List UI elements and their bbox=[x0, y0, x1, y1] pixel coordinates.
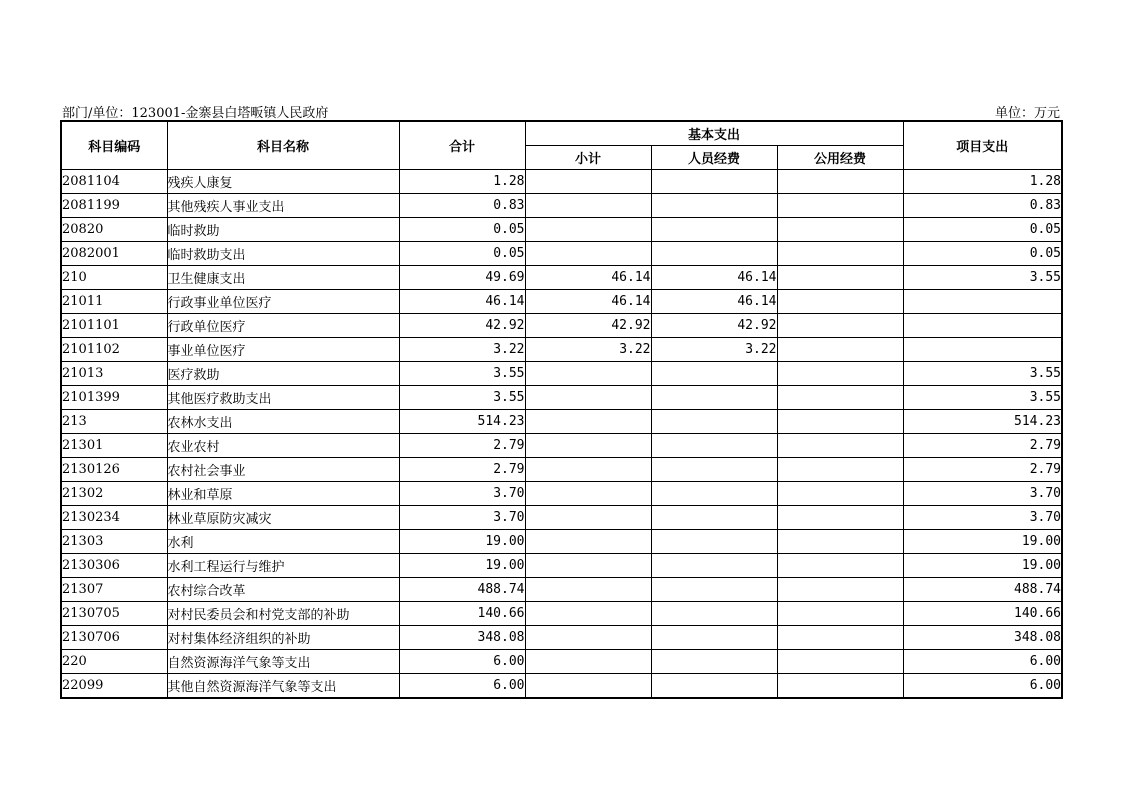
row-subtotal bbox=[525, 530, 651, 554]
row-code: 2101102 bbox=[61, 338, 167, 362]
row-public bbox=[777, 506, 903, 530]
row-public bbox=[777, 362, 903, 386]
row-name: 临时救助 bbox=[167, 218, 399, 242]
row-personnel bbox=[651, 242, 777, 266]
row-subtotal bbox=[525, 242, 651, 266]
row-code: 2130234 bbox=[61, 506, 167, 530]
row-code: 210 bbox=[61, 266, 167, 290]
row-name: 自然资源海洋气象等支出 bbox=[167, 650, 399, 674]
row-project: 3.70 bbox=[903, 506, 1062, 530]
table-header bbox=[61, 121, 1062, 170]
row-total: 6.00 bbox=[399, 674, 525, 699]
row-personnel bbox=[651, 410, 777, 434]
row-code: 21013 bbox=[61, 362, 167, 386]
row-total: 19.00 bbox=[399, 554, 525, 578]
row-public bbox=[777, 530, 903, 554]
row-name: 其他残疾人事业支出 bbox=[167, 194, 399, 218]
row-total: 140.66 bbox=[399, 602, 525, 626]
row-subtotal bbox=[525, 650, 651, 674]
row-code: 213 bbox=[61, 410, 167, 434]
row-name: 医疗救助 bbox=[167, 362, 399, 386]
row-project: 0.05 bbox=[903, 242, 1062, 266]
table-row bbox=[61, 266, 1062, 290]
row-public bbox=[777, 242, 903, 266]
row-subtotal bbox=[525, 626, 651, 650]
table-row bbox=[61, 578, 1062, 602]
row-subtotal bbox=[525, 218, 651, 242]
row-code: 21301 bbox=[61, 434, 167, 458]
row-name: 林业草原防灾减灾 bbox=[167, 506, 399, 530]
col-public-header: 公用经费 bbox=[777, 146, 903, 170]
row-personnel bbox=[651, 362, 777, 386]
table-row bbox=[61, 290, 1062, 314]
row-public bbox=[777, 674, 903, 699]
row-personnel bbox=[651, 194, 777, 218]
row-personnel bbox=[651, 482, 777, 506]
col-basic-header: 基本支出 bbox=[525, 121, 903, 146]
table-row bbox=[61, 314, 1062, 338]
row-total: 19.00 bbox=[399, 530, 525, 554]
row-project: 3.55 bbox=[903, 266, 1062, 290]
row-public bbox=[777, 194, 903, 218]
table-row bbox=[61, 338, 1062, 362]
row-project: 1.28 bbox=[903, 170, 1062, 194]
row-code: 2101399 bbox=[61, 386, 167, 410]
row-project: 3.55 bbox=[903, 362, 1062, 386]
row-name: 水利 bbox=[167, 530, 399, 554]
row-personnel bbox=[651, 626, 777, 650]
row-total: 6.00 bbox=[399, 650, 525, 674]
row-name: 林业和草原 bbox=[167, 482, 399, 506]
row-total: 0.05 bbox=[399, 218, 525, 242]
row-project: 0.05 bbox=[903, 218, 1062, 242]
row-public bbox=[777, 386, 903, 410]
row-personnel bbox=[651, 602, 777, 626]
row-subtotal bbox=[525, 674, 651, 699]
row-total: 3.70 bbox=[399, 482, 525, 506]
row-personnel bbox=[651, 458, 777, 482]
table-row bbox=[61, 434, 1062, 458]
row-total: 1.28 bbox=[399, 170, 525, 194]
row-total: 49.69 bbox=[399, 266, 525, 290]
row-name: 农村综合改革 bbox=[167, 578, 399, 602]
row-code: 2101101 bbox=[61, 314, 167, 338]
row-project bbox=[903, 314, 1062, 338]
row-code: 2130306 bbox=[61, 554, 167, 578]
row-subtotal: 46.14 bbox=[525, 290, 651, 314]
row-personnel: 46.14 bbox=[651, 290, 777, 314]
row-public bbox=[777, 626, 903, 650]
row-public bbox=[777, 218, 903, 242]
row-name: 行政事业单位医疗 bbox=[167, 290, 399, 314]
row-total: 3.22 bbox=[399, 338, 525, 362]
department-label: 部门/单位：123001-金寨县白塔畈镇人民政府 bbox=[62, 106, 329, 121]
row-subtotal: 42.92 bbox=[525, 314, 651, 338]
row-subtotal bbox=[525, 410, 651, 434]
row-name: 其他自然资源海洋气象等支出 bbox=[167, 674, 399, 699]
row-code: 2082001 bbox=[61, 242, 167, 266]
row-total: 0.05 bbox=[399, 242, 525, 266]
row-subtotal bbox=[525, 194, 651, 218]
table-row bbox=[61, 530, 1062, 554]
row-subtotal: 46.14 bbox=[525, 266, 651, 290]
row-public bbox=[777, 602, 903, 626]
row-subtotal bbox=[525, 386, 651, 410]
table-row bbox=[61, 362, 1062, 386]
row-subtotal bbox=[525, 170, 651, 194]
row-code: 2081199 bbox=[61, 194, 167, 218]
row-subtotal bbox=[525, 554, 651, 578]
row-subtotal bbox=[525, 506, 651, 530]
row-name: 行政单位医疗 bbox=[167, 314, 399, 338]
row-name: 农村社会事业 bbox=[167, 458, 399, 482]
table-row bbox=[61, 386, 1062, 410]
row-subtotal: 3.22 bbox=[525, 338, 651, 362]
row-total: 3.55 bbox=[399, 362, 525, 386]
row-code: 21011 bbox=[61, 290, 167, 314]
table-row bbox=[61, 170, 1062, 194]
row-project: 6.00 bbox=[903, 650, 1062, 674]
row-total: 2.79 bbox=[399, 434, 525, 458]
table-row bbox=[61, 218, 1062, 242]
row-name: 对村民委员会和村党支部的补助 bbox=[167, 602, 399, 626]
row-personnel bbox=[651, 554, 777, 578]
row-personnel bbox=[651, 170, 777, 194]
row-total: 46.14 bbox=[399, 290, 525, 314]
row-name: 卫生健康支出 bbox=[167, 266, 399, 290]
col-total-header: 合计 bbox=[399, 121, 525, 170]
row-project: 3.55 bbox=[903, 386, 1062, 410]
table-row bbox=[61, 650, 1062, 674]
row-total: 42.92 bbox=[399, 314, 525, 338]
row-code: 2130126 bbox=[61, 458, 167, 482]
table-row bbox=[61, 482, 1062, 506]
col-name-header: 科目名称 bbox=[167, 121, 399, 170]
row-total: 488.74 bbox=[399, 578, 525, 602]
row-code: 220 bbox=[61, 650, 167, 674]
row-public bbox=[777, 170, 903, 194]
row-total: 2.79 bbox=[399, 458, 525, 482]
row-name: 对村集体经济组织的补助 bbox=[167, 626, 399, 650]
row-code: 21302 bbox=[61, 482, 167, 506]
row-public bbox=[777, 410, 903, 434]
row-personnel: 42.92 bbox=[651, 314, 777, 338]
row-personnel bbox=[651, 506, 777, 530]
row-project: 3.70 bbox=[903, 482, 1062, 506]
row-public bbox=[777, 578, 903, 602]
row-code: 2130706 bbox=[61, 626, 167, 650]
row-personnel bbox=[651, 530, 777, 554]
row-total: 3.55 bbox=[399, 386, 525, 410]
row-total: 348.08 bbox=[399, 626, 525, 650]
row-public bbox=[777, 266, 903, 290]
row-public bbox=[777, 554, 903, 578]
row-public bbox=[777, 338, 903, 362]
row-subtotal bbox=[525, 458, 651, 482]
table-row bbox=[61, 554, 1062, 578]
row-public bbox=[777, 290, 903, 314]
col-personnel-header: 人员经费 bbox=[651, 146, 777, 170]
row-total: 3.70 bbox=[399, 506, 525, 530]
row-personnel bbox=[651, 578, 777, 602]
row-subtotal bbox=[525, 434, 651, 458]
row-total: 514.23 bbox=[399, 410, 525, 434]
row-personnel bbox=[651, 386, 777, 410]
table-row bbox=[61, 506, 1062, 530]
row-public bbox=[777, 434, 903, 458]
col-code-header: 科目编码 bbox=[61, 121, 167, 170]
row-total: 0.83 bbox=[399, 194, 525, 218]
row-name: 其他医疗救助支出 bbox=[167, 386, 399, 410]
row-code: 21307 bbox=[61, 578, 167, 602]
row-project: 19.00 bbox=[903, 554, 1062, 578]
row-project: 348.08 bbox=[903, 626, 1062, 650]
row-project: 514.23 bbox=[903, 410, 1062, 434]
row-project: 0.83 bbox=[903, 194, 1062, 218]
row-personnel bbox=[651, 434, 777, 458]
row-code: 22099 bbox=[61, 674, 167, 699]
row-name: 残疾人康复 bbox=[167, 170, 399, 194]
table-row bbox=[61, 626, 1062, 650]
row-name: 临时救助支出 bbox=[167, 242, 399, 266]
budget-table bbox=[60, 120, 1063, 699]
row-project: 140.66 bbox=[903, 602, 1062, 626]
row-project bbox=[903, 290, 1062, 314]
row-public bbox=[777, 482, 903, 506]
table-row bbox=[61, 242, 1062, 266]
row-project: 6.00 bbox=[903, 674, 1062, 699]
row-personnel bbox=[651, 674, 777, 699]
row-code: 20820 bbox=[61, 218, 167, 242]
row-code: 2130705 bbox=[61, 602, 167, 626]
row-personnel bbox=[651, 218, 777, 242]
row-project bbox=[903, 338, 1062, 362]
row-name: 水利工程运行与维护 bbox=[167, 554, 399, 578]
row-subtotal bbox=[525, 482, 651, 506]
table-body bbox=[61, 170, 1062, 699]
row-public bbox=[777, 650, 903, 674]
row-project: 2.79 bbox=[903, 458, 1062, 482]
row-code: 21303 bbox=[61, 530, 167, 554]
table-row bbox=[61, 194, 1062, 218]
row-subtotal bbox=[525, 578, 651, 602]
row-project: 19.00 bbox=[903, 530, 1062, 554]
col-project-header: 项目支出 bbox=[903, 121, 1062, 170]
row-name: 农林水支出 bbox=[167, 410, 399, 434]
table-row bbox=[61, 602, 1062, 626]
row-public bbox=[777, 314, 903, 338]
row-personnel bbox=[651, 650, 777, 674]
row-name: 事业单位医疗 bbox=[167, 338, 399, 362]
row-personnel: 46.14 bbox=[651, 266, 777, 290]
unit-label: 单位：万元 bbox=[994, 106, 1060, 121]
row-project: 2.79 bbox=[903, 434, 1062, 458]
row-project: 488.74 bbox=[903, 578, 1062, 602]
row-public bbox=[777, 458, 903, 482]
row-code: 2081104 bbox=[61, 170, 167, 194]
table-row bbox=[61, 458, 1062, 482]
row-subtotal bbox=[525, 362, 651, 386]
col-subtotal-header: 小计 bbox=[525, 146, 651, 170]
row-personnel: 3.22 bbox=[651, 338, 777, 362]
row-subtotal bbox=[525, 602, 651, 626]
table-row bbox=[61, 410, 1062, 434]
row-name: 农业农村 bbox=[167, 434, 399, 458]
table-row bbox=[61, 674, 1062, 699]
